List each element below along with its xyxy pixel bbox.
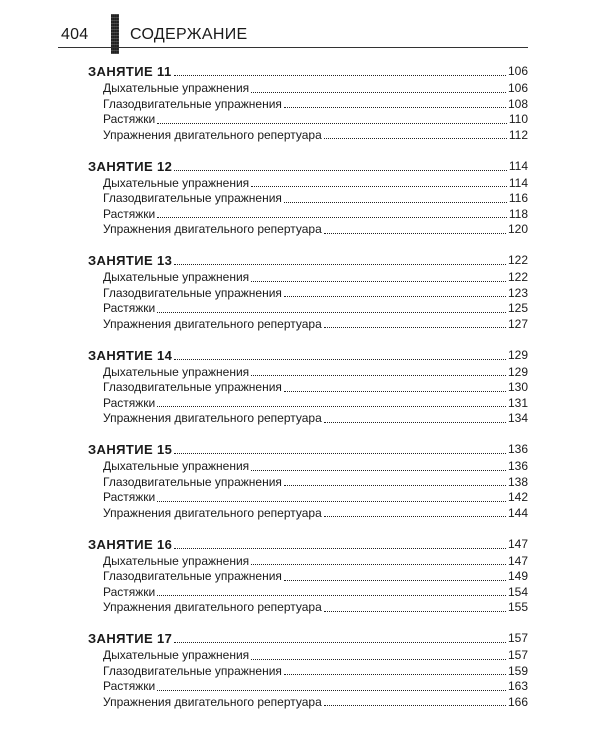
toc-lesson-entry[interactable] [88,62,528,81]
toc-lesson-block [88,62,528,157]
dot-leader [157,406,506,407]
dot-leader [251,659,506,660]
dot-leader [324,422,506,423]
toc-subentry[interactable] [88,191,528,207]
toc-subentry[interactable] [88,301,528,317]
toc-page-number: 138 [507,474,528,489]
dot-leader [251,92,506,93]
dot-leader [157,312,506,313]
toc-subentry[interactable] [88,679,528,695]
toc-subentry-label: Глазодвигательные упражнения [103,663,282,678]
dot-leader [284,674,506,675]
toc-page-number: 157 [507,648,528,662]
toc-lesson-entry[interactable] [88,346,528,365]
dot-leader [284,107,506,108]
toc-page-number: 116 [508,191,528,205]
toc-subentry-label: Растяжки [103,112,156,126]
toc-lesson-title: ЗАНЯТИЕ 15 [88,442,173,457]
toc-page-number: 129 [507,364,528,379]
toc-page-number: 154 [507,584,528,599]
dot-leader [324,611,506,612]
toc-page-number: 157 [507,631,528,645]
toc-subentry-label: Растяжки [103,679,156,693]
toc-subentry[interactable] [88,490,528,506]
toc-subentry[interactable] [88,81,528,97]
toc-page-number: 114 [508,175,528,190]
toc-lesson-entry[interactable] [88,251,528,270]
toc-subentry[interactable] [88,506,528,522]
dot-leader [174,453,506,454]
toc-page-number: 112 [508,127,528,142]
toc-subentry[interactable] [88,396,528,412]
toc-subentry[interactable] [88,459,528,475]
toc-subentry[interactable] [88,317,528,333]
dot-leader [157,501,506,502]
toc-subentry-label: Дыхательные упражнения [103,648,250,662]
toc-subentry-label: Упражнения двигательного репертуара [103,505,322,520]
toc-subentry[interactable] [88,365,528,381]
dot-leader [251,564,506,565]
toc-page-number: 118 [508,206,528,221]
toc-subentry[interactable] [88,569,528,585]
page-number: 404 [61,26,89,43]
toc-subentry-label: Растяжки [103,206,156,221]
section-title: СОДЕРЖАНИЕ [130,26,248,43]
dot-leader [157,217,507,218]
toc-subentry[interactable] [88,411,528,427]
dot-leader [251,281,506,282]
toc-lesson-block [88,251,528,346]
toc-page-number: 106 [507,64,528,78]
toc-page-number: 122 [507,253,528,267]
toc-page-number: 134 [507,411,528,425]
toc-subentry-label: Упражнения двигательного репертуара [103,411,322,425]
dot-leader [284,202,507,203]
toc-subentry-label: Дыхательные упражнения [103,270,250,284]
dot-leader [284,485,506,486]
dot-leader [174,264,506,265]
dot-leader [284,391,506,392]
toc-subentry[interactable] [88,664,528,680]
toc-subentry-label: Дыхательные упражнения [103,81,250,95]
toc-subentry-label: Дыхательные упражнения [103,553,250,568]
dot-leader [251,375,506,376]
toc-page-number: 110 [508,112,528,126]
toc-lesson-entry[interactable] [88,440,528,459]
toc-page-number: 106 [507,81,528,95]
toc-subentry-label: Глазодвигательные упражнения [103,96,282,111]
toc-lesson-title: ЗАНЯТИЕ 17 [88,631,173,646]
toc-subentry-label: Дыхательные упражнения [103,175,250,190]
toc-page-number: 142 [507,490,528,504]
dot-leader [174,548,506,549]
toc-page-number: 147 [507,553,528,568]
toc-subentry[interactable] [88,380,528,396]
dot-leader [157,595,506,596]
toc-page-number: 136 [507,459,528,473]
toc-subentry-label: Глазодвигательные упражнения [103,569,282,583]
dot-leader [174,642,506,643]
toc-subentry[interactable] [88,695,528,711]
dot-leader [324,327,506,328]
toc-subentry-label: Растяжки [103,301,156,315]
dot-leader [174,359,506,360]
toc-lesson-title: ЗАНЯТИЕ 16 [88,536,173,552]
toc-page-number: 123 [507,285,528,300]
toc-lesson-block [88,157,528,252]
toc-lesson-entry[interactable] [88,157,528,176]
dot-leader [157,690,506,691]
dot-leader [324,138,507,139]
toc-lesson-block [88,346,528,441]
dot-leader [284,296,506,297]
toc-page-number: 120 [507,222,528,236]
dot-leader [174,75,506,76]
toc-page-number: 131 [507,395,528,410]
toc-subentry[interactable] [88,112,528,128]
toc-page-number: 114 [508,158,528,173]
toc-page-number: 149 [507,569,528,583]
toc-lesson-title: ЗАНЯТИЕ 14 [88,347,173,363]
toc-subentry[interactable] [88,128,528,144]
toc-subentry[interactable] [88,554,528,570]
toc-subentry-label: Растяжки [103,584,156,599]
toc-subentry-label: Глазодвигательные упражнения [103,474,282,489]
toc-subentry-label: Дыхательные упражнения [103,364,250,379]
toc-lesson-title: ЗАНЯТИЕ 11 [88,64,172,79]
toc-lesson-block [88,535,528,630]
toc-subentry-label: Упражнения двигательного репертуара [103,127,322,142]
toc-lesson-title: ЗАНЯТИЕ 12 [88,158,173,174]
running-header [58,14,528,48]
toc-subentry-label: Упражнения двигательного репертуара [103,694,322,709]
toc-page-number: 125 [507,301,528,315]
toc-page-number: 108 [507,96,528,111]
dot-leader [174,170,507,171]
dot-leader [284,580,506,581]
toc-lesson-title: ЗАНЯТИЕ 13 [88,253,173,268]
dot-leader [251,186,507,187]
toc-page-number: 129 [507,347,528,362]
toc-subentry[interactable] [88,600,528,616]
toc-subentry-label: Дыхательные упражнения [103,459,250,473]
toc-subentry-label: Глазодвигательные упражнения [103,191,282,205]
toc-subentry[interactable] [88,207,528,223]
dot-leader [324,233,506,234]
toc-page-number: 159 [507,663,528,678]
header-divider [58,47,528,48]
toc-lesson-entry[interactable] [88,535,528,554]
toc-subentry[interactable] [88,97,528,113]
toc-subentry[interactable] [88,585,528,601]
toc-subentry-label: Растяжки [103,395,156,410]
header-decorative-bar [111,14,119,54]
dot-leader [324,705,506,706]
toc-page-number: 147 [507,536,528,551]
toc-page-number: 166 [507,694,528,709]
toc-page-number: 122 [507,270,528,284]
dot-leader [251,470,506,471]
toc-lesson-entry[interactable] [88,629,528,648]
toc-page-number: 136 [507,442,528,456]
toc-subentry[interactable] [88,176,528,192]
toc-page-number: 127 [507,316,528,331]
dot-leader [324,516,506,517]
toc-lesson-block [88,440,528,535]
toc-page-number: 163 [507,679,528,693]
toc-subentry-label: Растяжки [103,490,156,504]
toc-subentry[interactable] [88,475,528,491]
toc-page-number: 130 [507,380,528,394]
toc-subentry-label: Упражнения двигательного репертуара [103,222,322,236]
toc-page-number: 155 [507,600,528,614]
toc-subentry-label: Глазодвигательные упражнения [103,285,282,300]
toc-subentry-label: Упражнения двигательного репертуара [103,316,322,331]
toc-subentry-label: Упражнения двигательного репертуара [103,600,322,614]
table-of-contents [88,62,528,724]
dot-leader [157,123,507,124]
toc-subentry[interactable] [88,270,528,286]
toc-page-number: 144 [507,505,528,520]
toc-subentry[interactable] [88,286,528,302]
toc-lesson-block [88,629,528,724]
toc-subentry[interactable] [88,222,528,238]
toc-subentry[interactable] [88,648,528,664]
toc-subentry-label: Глазодвигательные упражнения [103,380,282,394]
